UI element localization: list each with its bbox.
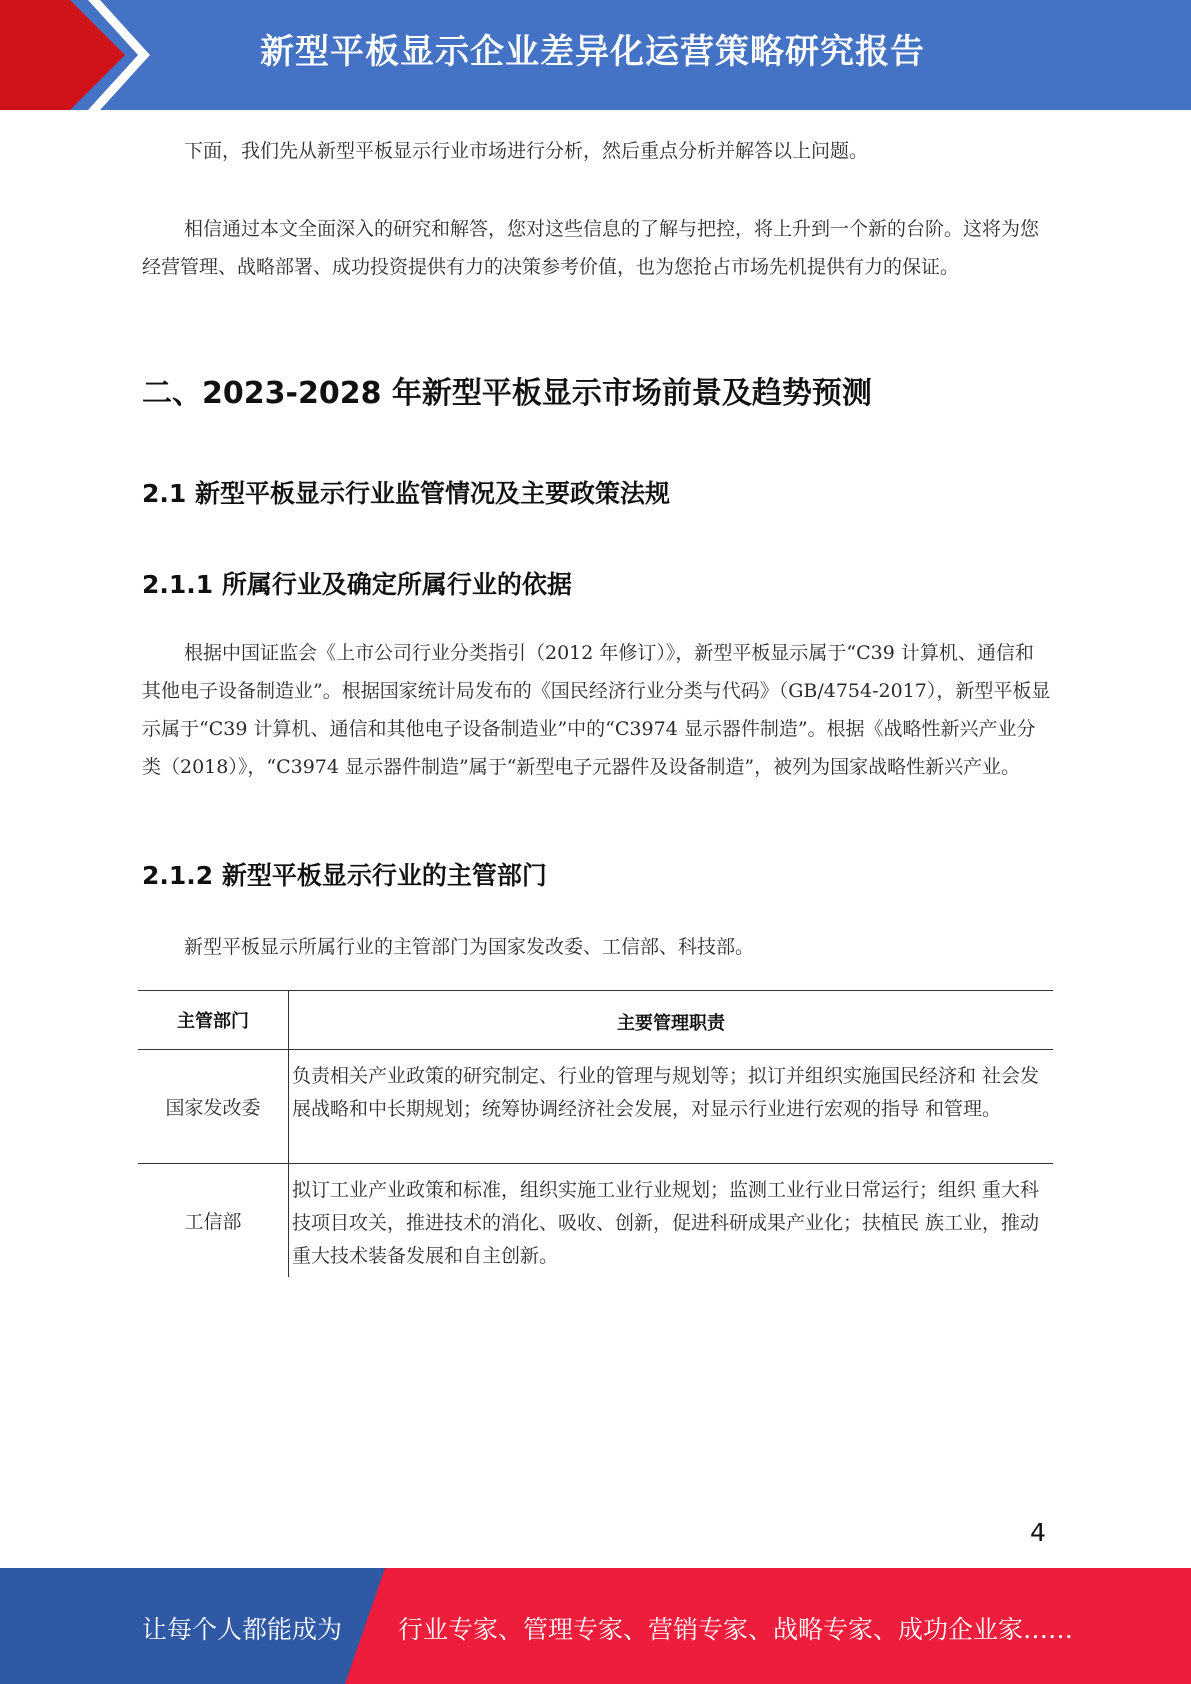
table-cell-duty: 拟订工业产业政策和标准，组织实施工业行业规划；监测工业行业日常运行；组织 重大科技项目攻关，推进技术的消化、吸收、创新，促进科研成果产业化；扶植民 族工业，推动重大技术装备发展和自主创新。 — [292, 1179, 1040, 1267]
section-2-1-heading: 2.1 新型平板显示行业监管情况及主要政策法规 — [142, 479, 670, 508]
regulator-table — [138, 990, 1053, 1277]
dept-paragraph: 新型平板显示所属行业的主管部门为国家发改委、工信部、科技部。 — [184, 936, 755, 958]
page-number: 4 — [1030, 1518, 1046, 1547]
footer-slogan-right: 行业专家、管理专家、营销专家、战略专家、成功企业家…… — [398, 1615, 1074, 1644]
report-title: 新型平板显示企业差异化运营策略研究报告 — [260, 32, 925, 72]
table-header-duty: 主要管理职责 — [617, 1013, 725, 1034]
trust-paragraph: 相信通过本文全面深入的研究和解答，您对这些信息的了解与把控，将上升到一个新的台阶。这将为您经营管理、战略部署、成功投资提供有力的决策参考价值，也为您抢占市场先机提供有力的保证。 — [142, 218, 1040, 278]
section-2-heading: 二、2023-2028 年新型平板显示市场前景及趋势预测 — [142, 376, 872, 411]
table-cell-duty: 负责相关产业政策的研究制定、行业的管理与规划等；拟订并组织实施国民经济和 社会发展战略和中长期规划；统筹协调经济社会发展，对显示行业进行宏观的指导 和管理。 — [292, 1065, 1040, 1120]
footer-banner — [0, 1568, 1191, 1684]
table-row — [138, 1050, 1053, 1164]
basis-paragraph: 根据中国证监会《上市公司行业分类指引（2012 年修订）》，新型平板显示属于“C39 计算机、通信和其他电子设备制造业”。根据国家统计局发布的《国民经济行业分类与代码》（GB/4754-2017），新型平板显示属于“C39 计算机、通信和其他电子设备制造业”中的“C3974 显示器件制造”。根据《战略性新兴产业分类（2018）》，“C3974 显示器件制造”属于“新型电子元器件及设备制造”，被列为国家战略性新兴产业。 — [142, 642, 1051, 778]
intro-paragraph: 下面，我们先从新型平板显示行业市场进行分析，然后重点分析并解答以上问题。 — [184, 140, 869, 162]
table-cell-dept: 国家发改委 — [138, 1050, 289, 1163]
table-cell-dept: 工信部 — [138, 1164, 289, 1277]
footer-slogan-left: 让每个人都能成为 — [142, 1615, 343, 1644]
section-2-1-2-heading: 2.1.2 新型平板显示行业的主管部门 — [142, 861, 547, 890]
header-banner — [0, 0, 1191, 110]
table-row — [138, 1164, 1053, 1277]
section-2-1-1-heading: 2.1.1 所属行业及确定所属行业的依据 — [142, 570, 572, 599]
table-header-dept: 主管部门 — [138, 991, 289, 1049]
table-header-row — [138, 991, 1053, 1050]
